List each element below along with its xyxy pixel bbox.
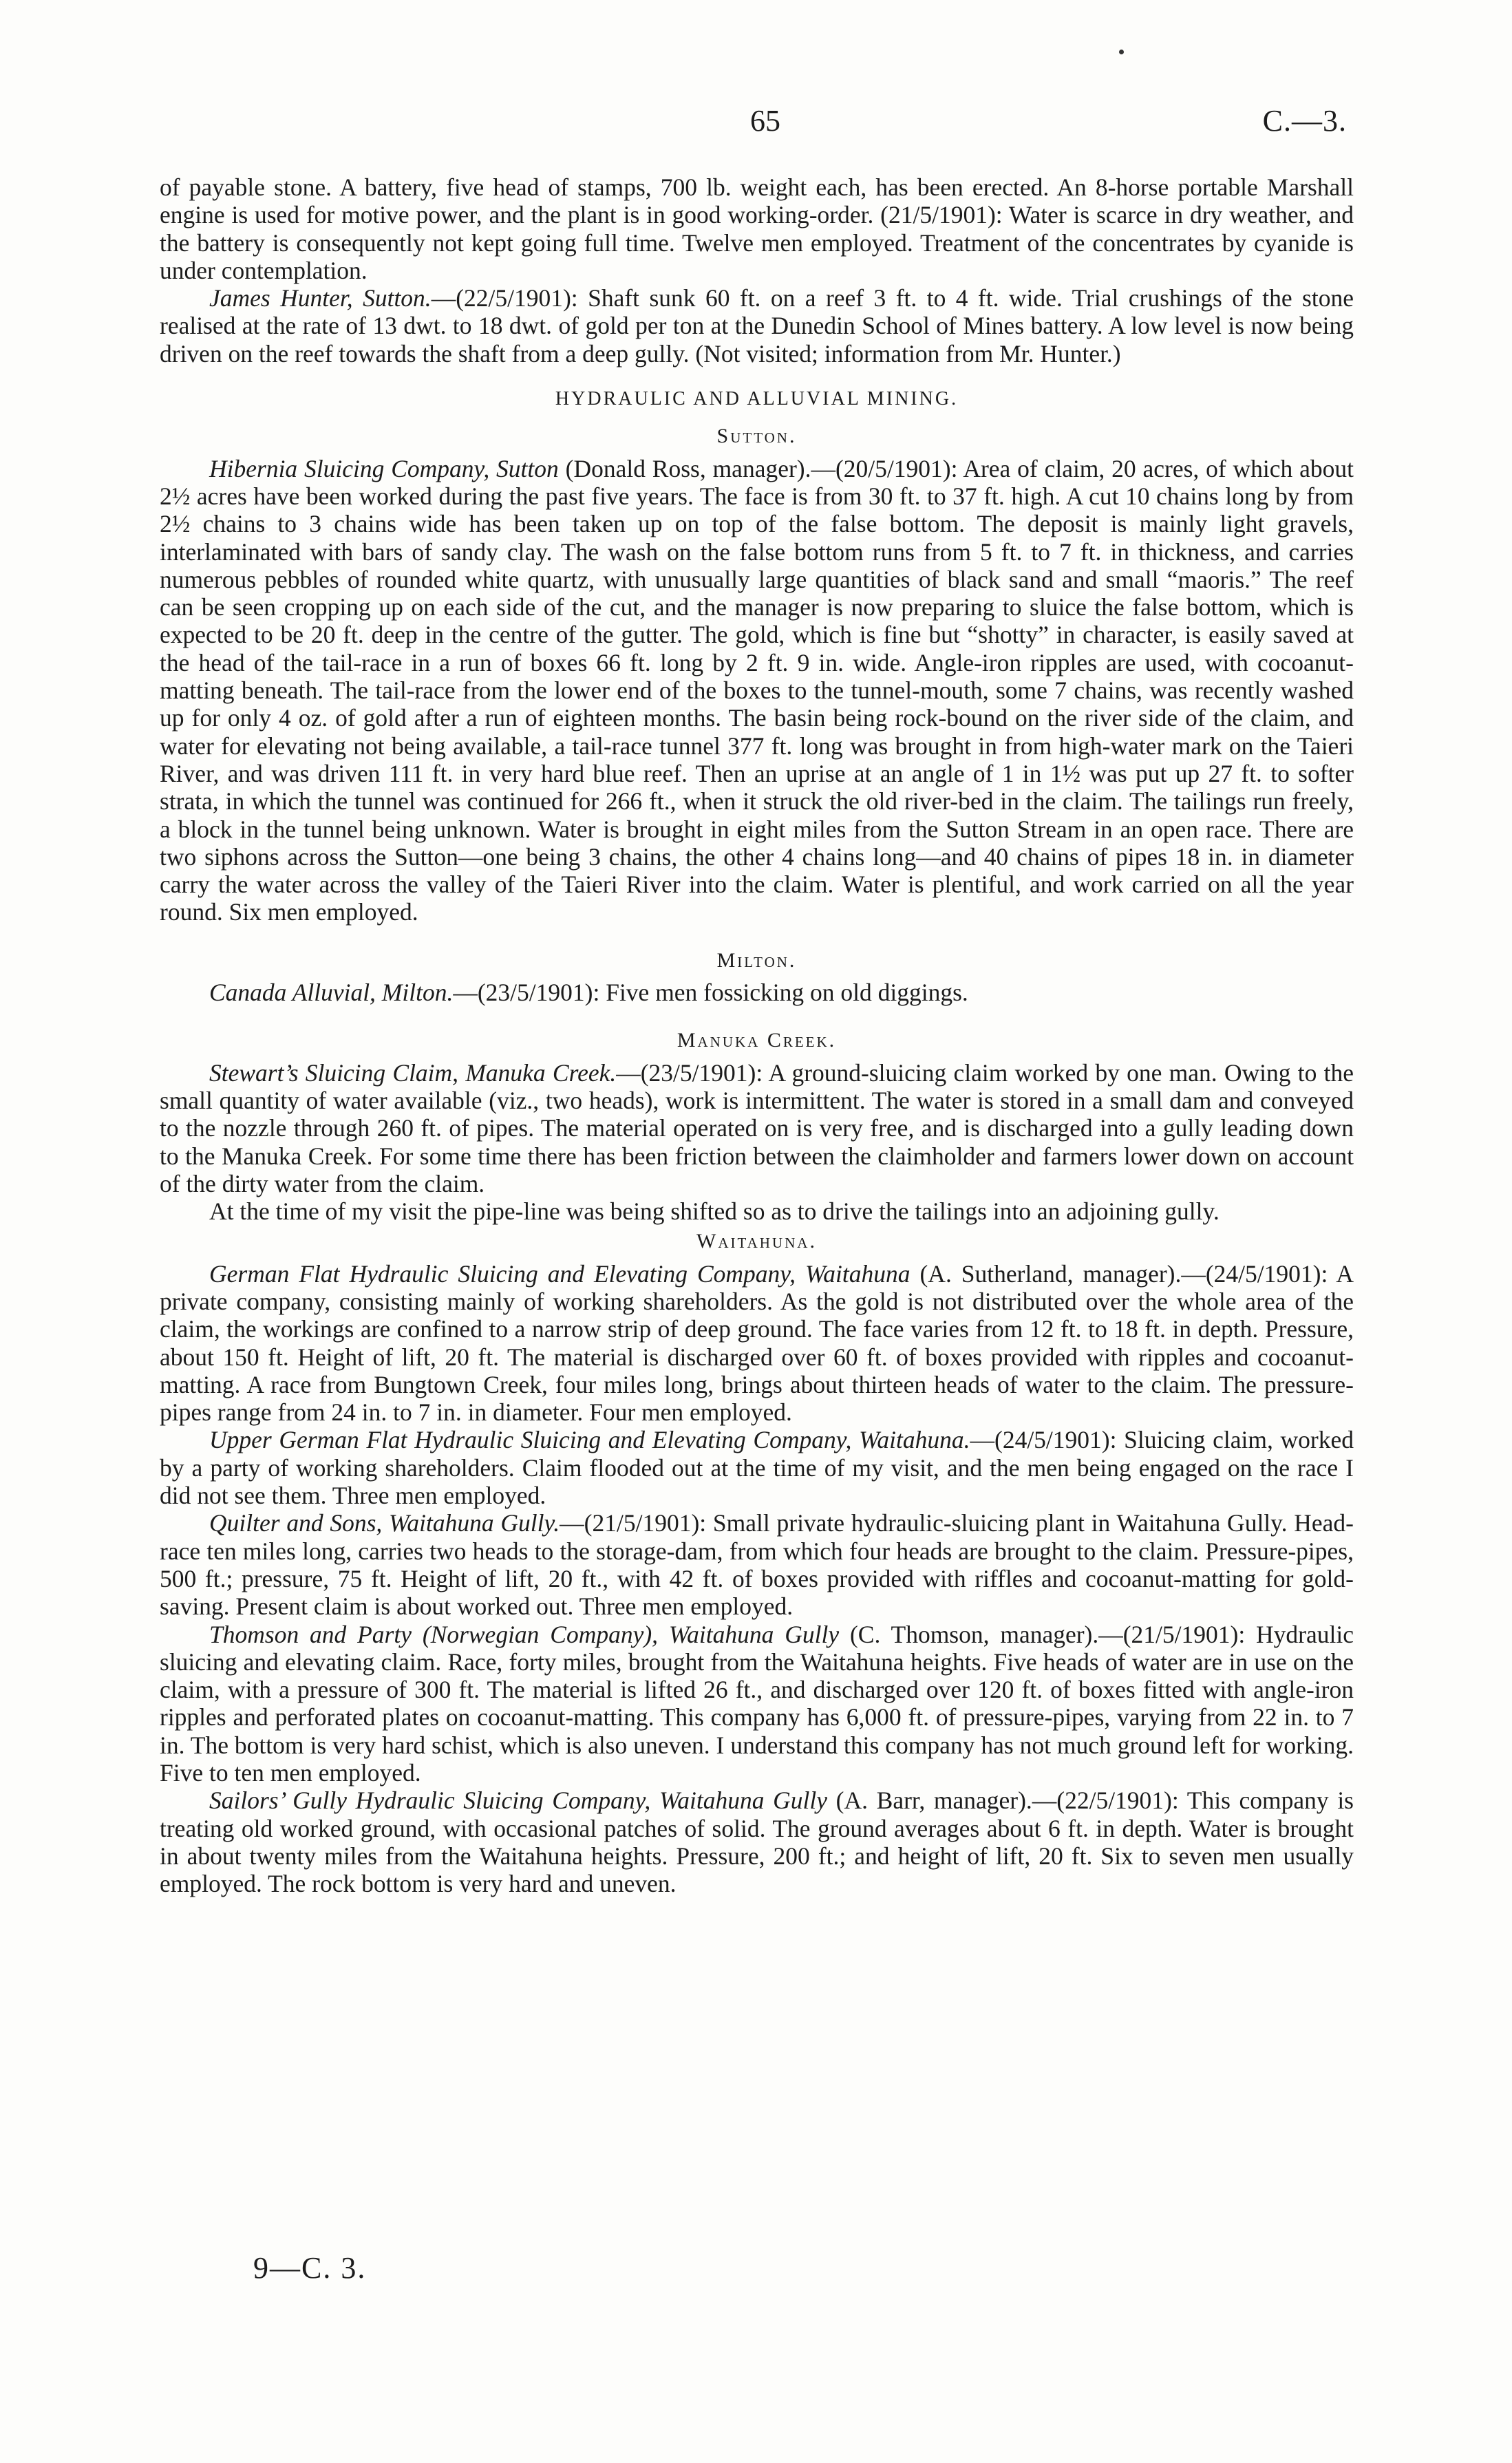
entry-thomson [160,1621,1354,1787]
entry-lead: James Hunter, Sutton. [209,284,432,312]
entry-text: —(22/5/1901): Shaft sunk 60 ft. on a reef 3 ft. to 4 ft. wide. Trial crushings of the stone realised at the rate of 13 dwt. to 18 dwt. of gold per ton at the Dunedin School of Mines battery. A low level is now being driven on the reef towards the shaft from a deep gully. (Not visited; information from Mr. Hunter.) [160,284,1354,367]
entry-canada-alluvial [160,979,1354,1006]
paragraph-text: of payable stone. A battery, five head of stamps, 700 lb. weight each, has been erected. An 8-horse portable Marshall engine is used for motive power, and the plant is in good working-order. (21/5/1901): Water is scarce in dry weather, and the battery is consequently not kept going full time. Twelve men employed. Treatment of the concentrates by cyanide is under contemplation. [160,173,1354,284]
series-reference: C.—3. [1262,104,1347,138]
print-speck [1119,50,1124,54]
locality-heading-sutton: Sutton. [716,425,797,448]
page-header [0,103,1512,145]
section-heading: HYDRAULIC AND ALLUVIAL MINING. [555,388,959,410]
entry-lead: German Flat Hydraulic Sluicing and Elevating Company, Waitahuna [209,1259,911,1288]
entry-text: (A. Barr, manager).—(22/5/1901): This company is treating old worked ground, with occasional patches of solid. The ground averages about 6 ft. in depth. Water is brought in about twenty miles from the Waitahuna heights. Pressure, 200 ft.; and height of lift, 20 ft. Six to seven men usually employed. The rock bottom is very hard and uneven. [160,1787,1354,1898]
entry-quilter [160,1509,1354,1620]
entry-lead: Thomson and Party (Norwegian Company), Waitahuna Gully [209,1620,840,1648]
entry-text: —(24/5/1901): Sluicing claim, worked by a party of working shareholders. Claim flooded out at the time of my visit, and the men being engaged on the race I did not see them. Three men employed. [160,1426,1354,1510]
locality-heading-milton: Milton. [716,948,797,972]
entry-upper-german-flat [160,1426,1354,1509]
locality-heading-manuka-creek: Manuka Creek. [677,1029,837,1052]
entry-text: —(23/5/1901): Five men fossicking on old diggings. [453,979,968,1007]
entry-german-flat [160,1260,1354,1427]
continued-paragraph [160,173,1354,284]
entry-lead: Sailors’ Gully Hydraulic Sluicing Company, Waitahuna Gully [209,1787,828,1815]
paragraph-text: At the time of my visit the pipe-line was being shifted so as to drive the tailings into an adjoining gully. [209,1197,1220,1226]
entry-lead: Upper German Flat Hydraulic Sluicing and Elevating Company, Waitahuna. [209,1426,970,1454]
entry-lead: Canada Alluvial, Milton. [209,979,454,1007]
entry-hibernia [160,455,1354,926]
entry-sailors-gully [160,1787,1354,1897]
report-body [160,173,1354,1898]
entry-text: —(21/5/1901): Small private hydraulic-sluicing plant in Waitahuna Gully. Head-race ten miles long, carries two heads to the storage-dam, from which four heads are brought to the claim. Pressure-pipes, 500 ft.; pressure, 75 ft. Height of lift, 20 ft., with 42 ft. of boxes provided with riffles and cocoanut-matting for gold-saving. Present claim is about worked out. Three men employed. [160,1509,1354,1621]
entry-lead: Stewart’s Sluicing Claim, Manuka Creek. [209,1058,617,1087]
entry-text: (Donald Ross, manager).—(20/5/1901): Area of claim, 20 acres, of which about 2½ acres have been worked during the past five years. The face is from 30 ft. to 37 ft. high. A cut 10 chains long by from 2½ chains to 3 chains wide has been taken up on top of the false bottom. The deposit is mainly light gravels, interlaminated with bars of sandy clay. The wash on the false bottom runs from 5 ft. to 7 ft. in thickness, and carries numerous pebbles of rounded white quartz, with unusually large quantities of black sand and small “maoris.” The reef can be seen cropping up on each side of the cut, and the manager is now preparing to sluice the false bottom, which is expected to be 20 ft. deep in the centre of the gutter. The gold, which is fine but “shotty” in character, is easily saved at the head of the tail-race in a run of boxes 66 ft. long by 2 ft. 9 in. wide. Angle-iron ripples are used, with cocoanut-matting beneath. The tail-race from the lower end of the boxes to the tunnel-mouth, some 7 chains, was recently washed up for only 4 oz. of gold after a run of eighteen months. The basin being rock-bound on the river side of the claim, and water for elevating not being available, a tail-race tunnel 377 ft. long was brought in from high-water mark on the Taieri River, and was driven 111 ft. in very hard blue reef. Then an uprise at an angle of 1 in 1½ was put up 27 ft. to softer strata, in which the tunnel was continued for 266 ft., when it struck the old river-bed in the claim. The tailings run freely, a block in the tunnel being unknown. Water is brought in eight miles from the Sutton Stream in an open race. There are two siphons across the Sutton—one being 3 chains, the other 4 chains long—and 40 chains of pipes 18 in. in diameter carry the water across the valley of the Taieri River into the claim. Water is plentiful, and work carried on all the year round. Six men employed. [160,454,1354,926]
entry-lead: Hibernia Sluicing Company, Sutton [209,454,559,482]
entry-james-hunter [160,284,1354,367]
entry-text: (A. Sutherland, manager).—(24/5/1901): A private company, consisting mainly of working shareholders. As the gold is not distributed over the whole area of the claim, the workings are confined to a narrow strip of deep ground. The face varies from 12 ft. to 18 ft. in depth. Pressure, about 150 ft. Height of lift, 20 ft. The material is discharged over 60 ft. of boxes provided with ripples and cocoanut-matting. A race from Bungtown Creek, four miles long, brings about thirteen heads of water to the claim. The pressure-pipes range from 24 in. to 7 in. in diameter. Four men employed. [160,1259,1354,1427]
entry-text: —(23/5/1901): A ground-sluicing claim worked by one man. Owing to the small quantity of water available (viz., two heads), work is intermittent. The water is stored in a small dam and conveyed to the nozzle through 260 ft. of pipes. The material operated on is very free, and is discharged into a gully leading down to the Manuka Creek. For some time there has been friction between the claimholder and farmers lower down on account of the dirty water from the claim. [160,1058,1354,1197]
entry-text: (C. Thomson, manager).—(21/5/1901): Hydraulic sluicing and elevating claim. Race, forty miles, brought from the Waitahuna heights. Five heads of water are in use on the claim, with a pressure of 300 ft. The material is lifted 26 ft., and discharged over 120 ft. of boxes fitted with angle-iron ripples and perforated plates on cocoanut-matting. This company has 6,000 ft. of pressure-pipes, varying from 22 in. to 7 in. The bottom is very hard schist, which is also uneven. I understand this company has not much ground left for working. Five to ten men employed. [160,1620,1354,1787]
locality-heading-waitahuna: Waitahuna. [696,1230,817,1253]
page-number: 65 [750,104,780,138]
signature-mark: 9—C. 3. [253,2251,367,2285]
entry-stewart [160,1059,1354,1197]
entry-lead: Quilter and Sons, Waitahuna Gully. [209,1509,560,1537]
visit-note [160,1197,1354,1225]
